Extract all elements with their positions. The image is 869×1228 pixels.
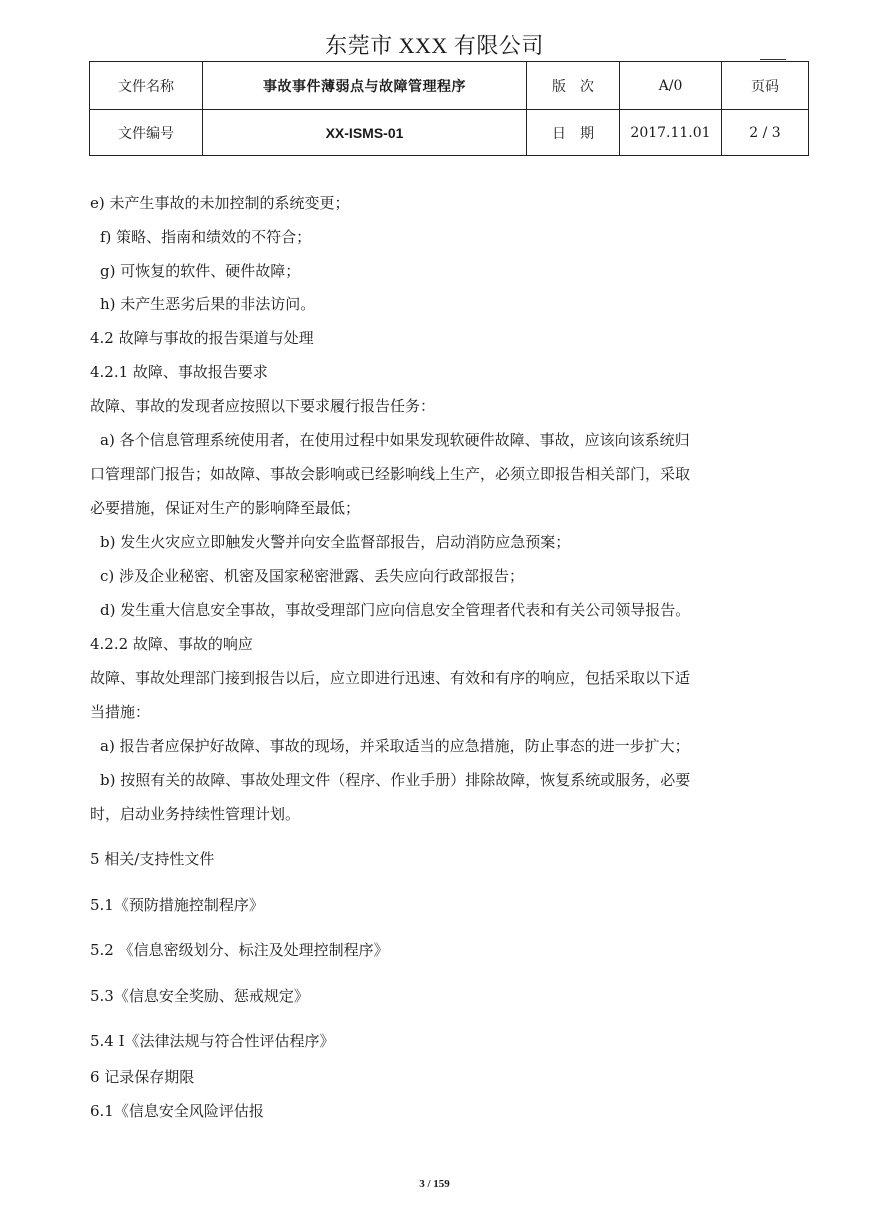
version-label: 版 次 (527, 62, 620, 110)
paragraph-text: 故障、事故处理部门接到报告以后，应立即进行迅速、有效和有序的响应，包括采取以下适 (90, 669, 691, 687)
reference-5-2: 5.2 《信息密级划分、标注及处理控制程序》 (90, 941, 389, 959)
section-heading-4-2-2: 4.2.2 故障、事故的响应 (90, 635, 253, 653)
list-item-a: a) 各个信息管理系统使用者，在使用过程中如果发现软硬件故障、事故，应该向该系统归 (100, 431, 690, 449)
list-item-a: a) 报告者应保护好故障、事故的现场，并采取适当的应急措施，防止事态的进一步扩大； (100, 737, 690, 755)
file-number-label: 文件编号 (90, 110, 203, 156)
page-value: 2 / 3 (722, 110, 809, 156)
reference-6-1: 6.1《信息安全风险评估报 (90, 1102, 264, 1120)
reference-5-1: 5.1《预防措施控制程序》 (90, 896, 264, 914)
list-item-h: h) 未产生恶劣后果的非法访问。 (100, 295, 316, 313)
file-name-label: 文件名称 (90, 62, 203, 110)
paragraph-text: 口管理部门报告；如故障、事故会影响或已经影响线上生产，必须立即报告相关部门，采取 (90, 465, 691, 483)
paragraph-text: 故障、事故的发现者应按照以下要求履行报告任务： (90, 397, 436, 415)
section-heading-5: 5 相关/支持性文件 (90, 850, 215, 868)
document-title: 事故事件薄弱点与故障管理程序 (203, 62, 527, 110)
section-heading-4-2: 4.2 故障与事故的报告渠道与处理 (90, 329, 314, 347)
section-heading-4-2-1: 4.2.1 故障、事故报告要求 (90, 363, 268, 381)
paragraph-text: 时，启动业务持续性管理计划。 (90, 805, 301, 823)
section-heading-6: 6 记录保存期限 (90, 1068, 195, 1086)
paragraph-text: 必要措施，保证对生产的影响降至最低； (90, 499, 361, 517)
document-number: XX-ISMS-01 (203, 110, 527, 156)
list-item-d: d) 发生重大信息安全事故，事故受理部门应向信息安全管理者代表和有关公司领导报告。 (100, 601, 691, 619)
reference-5-4: 5.4 I《法律法规与符合性评估程序》 (90, 1032, 335, 1050)
list-item-g: g) 可恢复的软件、硬件故障； (100, 262, 301, 280)
document-header-table (89, 61, 809, 156)
list-item-b: b) 发生火灾应立即触发火警并向安全监督部报告，启动消防应急预案； (100, 533, 571, 551)
list-item-b: b) 按照有关的故障、事故处理文件（程序、作业手册）排除故障，恢复系统或服务，必要 (100, 771, 691, 789)
reference-5-3: 5.3《信息安全奖励、惩戒规定》 (90, 987, 309, 1005)
date-value: 2017.11.01 (620, 110, 722, 156)
list-item-c: c) 涉及企业秘密、机密及国家秘密泄露、丢失应向行政部报告； (100, 567, 525, 585)
version-value: A/0 (620, 62, 722, 110)
header-rule (760, 59, 786, 60)
list-item-f: f) 策略、指南和绩效的不符合； (100, 228, 312, 246)
page-label: 页码 (722, 62, 809, 110)
page-footer: 3 / 159 (419, 1178, 450, 1190)
list-item-e: e) 未产生事故的未加控制的系统变更； (90, 194, 350, 212)
paragraph-text: 当措施： (90, 703, 151, 721)
company-name: 东莞市 XXX 有限公司 (325, 33, 544, 58)
date-label: 日 期 (527, 110, 620, 156)
